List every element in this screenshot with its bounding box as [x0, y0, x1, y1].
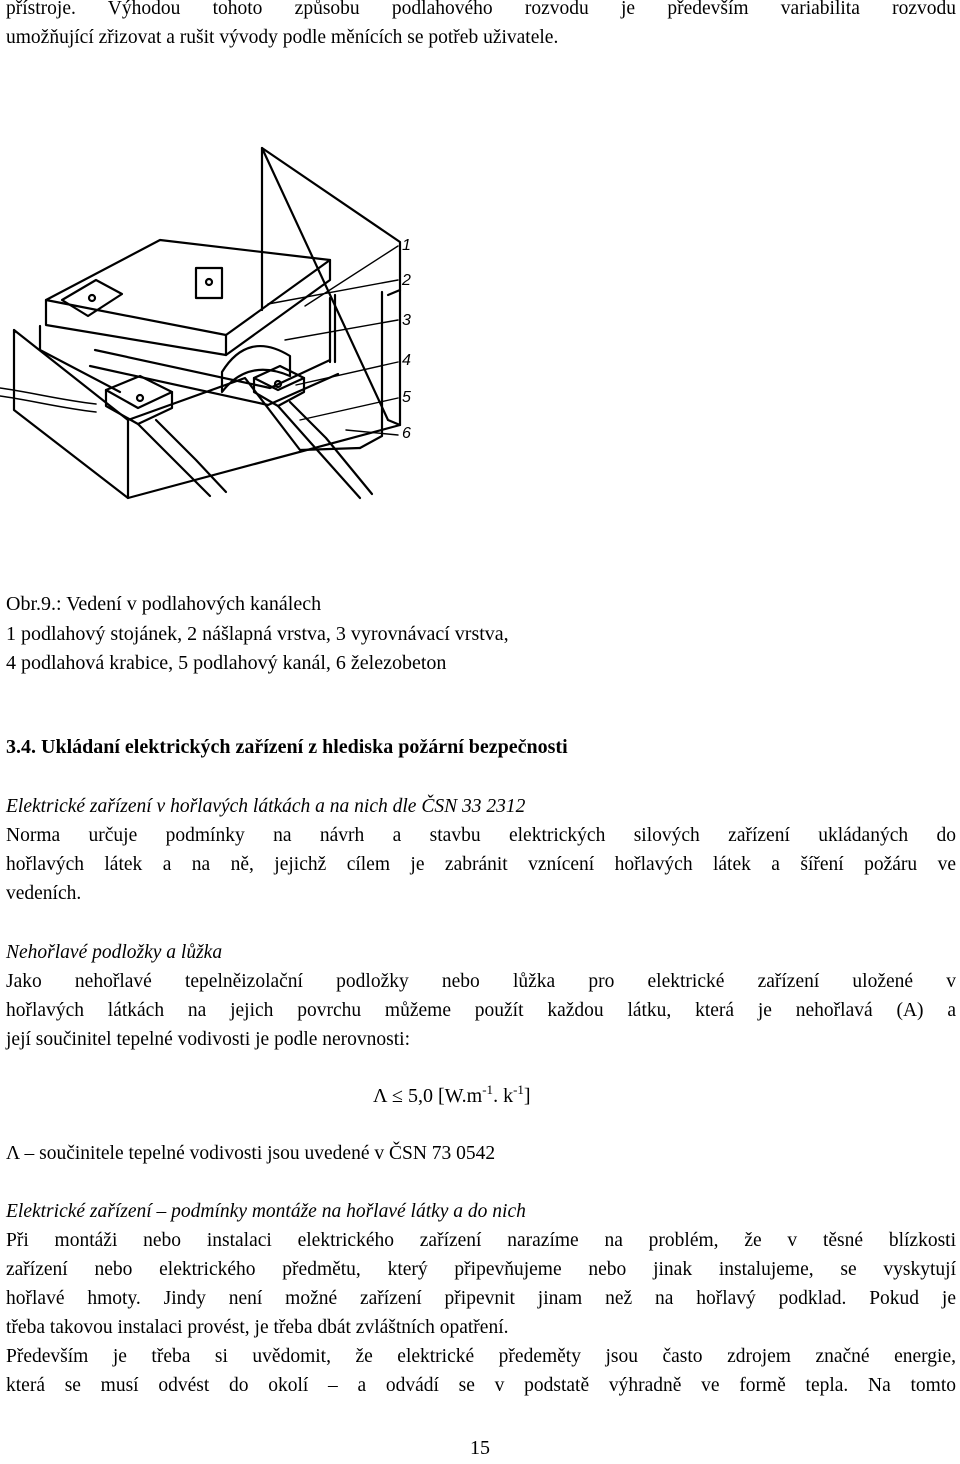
subheading-3: Elektrické zařízení – podmínky montáže na hořlavé látky a do nich	[6, 1201, 526, 1222]
figure-label-4: 4	[402, 352, 411, 369]
formula-main: Λ ≤ 5,0 [W.m	[373, 1085, 483, 1107]
formula-exp-1: -1	[482, 1082, 494, 1097]
intro-line-2: umožňující zřizovat a rušit vývody podle měnících se potřeb uživatele.	[6, 27, 559, 48]
lambda-note	[6, 1139, 956, 1168]
figure-label-5: 5	[402, 389, 411, 406]
caption-line-3: 4 podlahová krabice, 5 podlahový kanál, 6 železobeton	[6, 652, 447, 674]
subsection-1	[6, 792, 956, 908]
wall-edge	[262, 148, 400, 425]
subheading-2: Nehořlavé podložky a lůžka	[6, 942, 223, 963]
p3-line-3: hořlavé hmoty. Jindy není možné zařízení připevnit jinam než na hořlavý podklad. Pokud je	[6, 1288, 956, 1309]
subheading-1: Elektrické zařízení v hořlavých látkách a na nich dle ČSN 33 2312	[6, 796, 526, 817]
p1-line-1: Norma určuje podmínky na návrh a stavbu elektrických silových zařízení ukládaných do	[6, 825, 956, 846]
subsection-3	[6, 1197, 956, 1400]
p3-line-1: Při montáži nebo instalaci elektrického zařízení narazíme na problém, že v těsné blízkosti	[6, 1230, 956, 1251]
figure-label-3: 3	[402, 312, 411, 329]
floor-channel-figure	[0, 130, 460, 530]
section-heading: 3.4. Ukládaní elektrických zařízení z hlediska požární bezpečnosti	[6, 736, 568, 758]
intro-line-1: přístroje. Výhodou tohoto způsobu podlahového rozvodu je především variabilita rozvodu	[6, 0, 956, 19]
lambda-note-text: Λ – součinitele tepelné vodivosti jsou uvedené v ČSN 73 0542	[6, 1143, 496, 1164]
figure-label-2: 2	[402, 272, 411, 289]
intro-paragraph	[6, 0, 956, 52]
p2-line-2: hořlavých látkách na jejich povrchu můžeme použít každou látku, která je nehořlavá (A) a	[6, 1000, 956, 1021]
p2-line-1: Jako nehořlavé tepelněizolační podložky nebo lůžka pro elektrické zařízení uložené v	[6, 971, 956, 992]
figure-label-1: 1	[402, 237, 411, 254]
caption-line-2: 1 podlahový stojánek, 2 nášlapná vrstva, 3 vyrovnávací vrstva,	[6, 622, 509, 645]
p1-line-3: vedeních.	[6, 883, 82, 904]
page-number: 15	[470, 1437, 490, 1459]
p1-line-2: hořlavých látek a na ně, jejichž cílem je zabránit vznícení hořlavých látek a šíření požáru ve	[6, 854, 956, 875]
p3-line-4: třeba takovou instalaci provést, je třeba dbát zvláštních opatření.	[6, 1317, 509, 1338]
figure-label-6: 6	[402, 425, 411, 442]
p4-line-1: Především je třeba si uvědomit, že elektrické předeměty jsou často zdrojem značné energie,	[6, 1346, 956, 1367]
formula-end: ]	[523, 1085, 531, 1107]
p4-line-2: která se musí odvést do okolí – a odvádí se v podstatě výhradně ve formě tepla. Na tomto	[6, 1375, 956, 1396]
caption-line-1: Obr.9.: Vedení v podlahových kanálech	[6, 593, 322, 615]
p2-line-3: její součinitel tepelné vodivosti je podle nerovnosti:	[6, 1029, 411, 1050]
conductivity-formula	[373, 1082, 531, 1108]
subsection-2	[6, 938, 956, 1054]
figure-caption	[6, 590, 509, 679]
p3-line-2: zařízení nebo elektrického předmětu, který připevňujeme nebo jinak instalujeme, se vyskytují	[6, 1259, 956, 1280]
formula-exp-2: -1	[513, 1082, 524, 1097]
formula-mid: . k	[493, 1085, 514, 1107]
slab-front-face	[14, 330, 128, 498]
